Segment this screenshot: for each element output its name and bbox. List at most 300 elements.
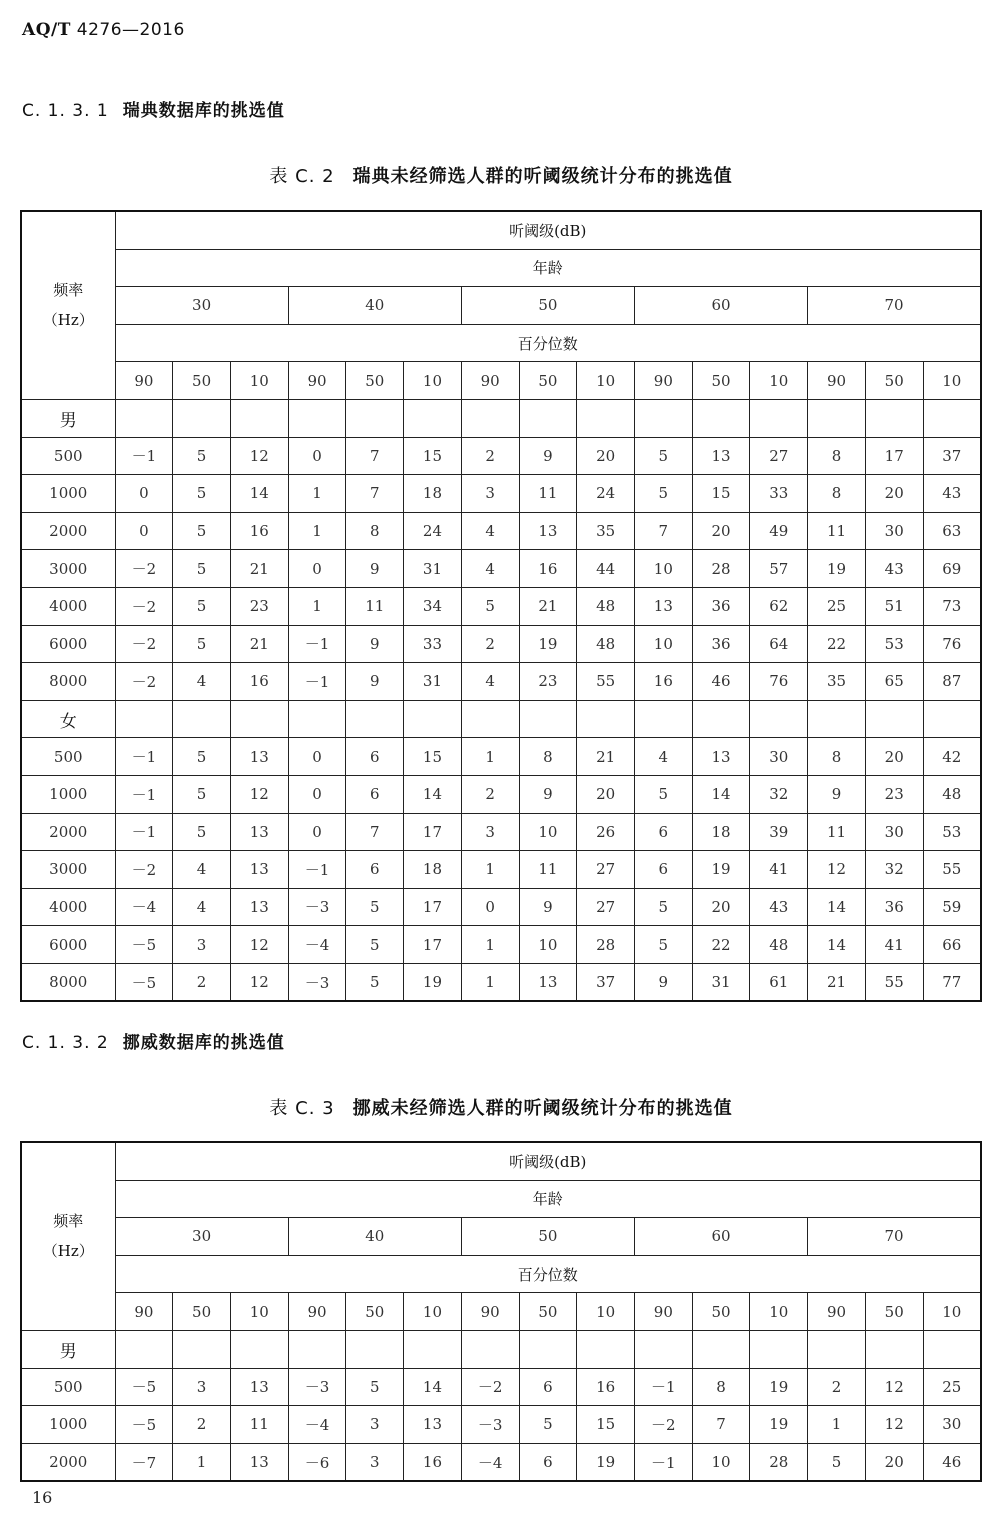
value-cell: 15: [692, 475, 750, 513]
value-cell: 41: [750, 851, 808, 889]
value-cell: 48: [923, 775, 981, 813]
value-cell: 30: [923, 1406, 981, 1444]
age-header: 年龄: [115, 1180, 981, 1218]
empty-cell: [173, 700, 231, 738]
value-cell: 59: [923, 888, 981, 926]
empty-cell: [923, 1330, 981, 1368]
empty-cell: [115, 399, 173, 437]
value-cell: －1: [115, 813, 173, 851]
empty-cell: [692, 700, 750, 738]
value-cell: 10: [634, 550, 692, 588]
value-cell: －2: [115, 625, 173, 663]
section-heading-2: [22, 1028, 285, 1053]
value-cell: 12: [865, 1406, 923, 1444]
hearing-table-sweden: [20, 210, 982, 1002]
value-cell: －2: [634, 1406, 692, 1444]
value-cell: 9: [346, 663, 404, 701]
value-cell: －1: [288, 625, 346, 663]
value-cell: 15: [577, 1406, 635, 1444]
value-cell: 34: [404, 587, 462, 625]
table-row: [21, 775, 981, 813]
value-cell: 19: [577, 1443, 635, 1481]
value-cell: 19: [808, 550, 866, 588]
value-cell: 16: [634, 663, 692, 701]
value-cell: －1: [115, 437, 173, 475]
value-cell: －4: [288, 1406, 346, 1444]
value-cell: 20: [865, 475, 923, 513]
percentile-value: 10: [923, 362, 981, 400]
value-cell: 4: [173, 888, 231, 926]
frequency-header: [21, 211, 115, 399]
percentile-header: 百分位数: [115, 324, 981, 362]
value-cell: －4: [115, 888, 173, 926]
frequency-cell: 4000: [21, 888, 115, 926]
sex-label: 女: [21, 700, 115, 738]
value-cell: 5: [461, 587, 519, 625]
value-cell: 6: [519, 1368, 577, 1406]
frequency-cell: 2000: [21, 1443, 115, 1481]
value-cell: 20: [577, 775, 635, 813]
value-cell: 48: [577, 587, 635, 625]
value-cell: 9: [634, 963, 692, 1001]
value-cell: 4: [461, 512, 519, 550]
empty-cell: [634, 1330, 692, 1368]
value-cell: 5: [634, 475, 692, 513]
value-cell: 19: [692, 851, 750, 889]
value-cell: 55: [923, 851, 981, 889]
table-caption-2: [0, 1094, 1002, 1120]
value-cell: 5: [173, 550, 231, 588]
empty-cell: [865, 399, 923, 437]
group-row: [21, 700, 981, 738]
table-row: [21, 550, 981, 588]
frequency-cell: 4000: [21, 587, 115, 625]
value-cell: 12: [230, 963, 288, 1001]
frequency-cell: 1000: [21, 475, 115, 513]
age-value: 60: [634, 287, 807, 325]
empty-cell: [865, 700, 923, 738]
value-cell: 12: [230, 926, 288, 964]
empty-cell: [750, 700, 808, 738]
table-row: [21, 475, 981, 513]
value-cell: 6: [346, 738, 404, 776]
table-row: [21, 663, 981, 701]
value-cell: 20: [692, 512, 750, 550]
value-cell: －1: [115, 775, 173, 813]
value-cell: 32: [865, 851, 923, 889]
value-cell: －3: [461, 1406, 519, 1444]
value-cell: 73: [923, 587, 981, 625]
percentile-value: 10: [404, 1293, 462, 1331]
empty-cell: [115, 700, 173, 738]
value-cell: 5: [519, 1406, 577, 1444]
value-cell: 18: [404, 475, 462, 513]
sex-label: 男: [21, 399, 115, 437]
section-title: 挪威数据库的挑选值: [122, 1033, 285, 1053]
table-row: [21, 625, 981, 663]
frequency-label: 频率: [53, 1212, 84, 1231]
value-cell: 6: [634, 813, 692, 851]
percentile-value: 10: [404, 362, 462, 400]
header-row-age-values: [21, 287, 981, 325]
table-caption-1: [0, 162, 1002, 188]
empty-cell: [519, 399, 577, 437]
value-cell: 30: [750, 738, 808, 776]
age-value: 40: [288, 1218, 461, 1256]
value-cell: 46: [923, 1443, 981, 1481]
value-cell: 43: [923, 475, 981, 513]
frequency-cell: 8000: [21, 663, 115, 701]
percentile-value: 90: [808, 1293, 866, 1331]
empty-cell: [173, 399, 231, 437]
table-title: 挪威未经筛选人群的听阈级统计分布的挑选值: [352, 1098, 733, 1119]
value-cell: 2: [173, 963, 231, 1001]
value-cell: 4: [173, 851, 231, 889]
percentile-value: 50: [346, 1293, 404, 1331]
percentile-value: 10: [750, 362, 808, 400]
value-cell: 5: [634, 775, 692, 813]
frequency-cell: 1000: [21, 775, 115, 813]
value-cell: 20: [577, 437, 635, 475]
age-header: 年龄: [115, 249, 981, 287]
value-cell: 7: [346, 437, 404, 475]
empty-cell: [230, 399, 288, 437]
value-cell: 21: [519, 587, 577, 625]
value-cell: 4: [461, 550, 519, 588]
value-cell: 33: [750, 475, 808, 513]
value-cell: 1: [461, 926, 519, 964]
percentile-value: 90: [288, 1293, 346, 1331]
table-row: [21, 963, 981, 1001]
standard-code-number: 4276—2016: [76, 20, 185, 40]
value-cell: 2: [461, 437, 519, 475]
value-cell: 17: [404, 813, 462, 851]
value-cell: 6: [519, 1443, 577, 1481]
value-cell: 36: [692, 587, 750, 625]
frequency-cell: 1000: [21, 1406, 115, 1444]
age-value: 30: [115, 1218, 288, 1256]
value-cell: 14: [230, 475, 288, 513]
empty-cell: [750, 399, 808, 437]
value-cell: 0: [288, 813, 346, 851]
empty-cell: [346, 399, 404, 437]
table-row: [21, 587, 981, 625]
value-cell: 10: [692, 1443, 750, 1481]
value-cell: 17: [404, 926, 462, 964]
frequency-unit: （Hz）: [42, 311, 94, 330]
header-row-hearing: [21, 211, 981, 249]
percentile-value: 90: [808, 362, 866, 400]
value-cell: 16: [519, 550, 577, 588]
frequency-label: 频率: [53, 281, 84, 300]
value-cell: 5: [346, 963, 404, 1001]
value-cell: 12: [865, 1368, 923, 1406]
value-cell: 5: [634, 926, 692, 964]
value-cell: 23: [230, 587, 288, 625]
value-cell: 43: [750, 888, 808, 926]
empty-cell: [577, 1330, 635, 1368]
value-cell: 8: [692, 1368, 750, 1406]
value-cell: 76: [923, 625, 981, 663]
empty-cell: [519, 1330, 577, 1368]
value-cell: 0: [461, 888, 519, 926]
value-cell: 37: [923, 437, 981, 475]
value-cell: 7: [346, 813, 404, 851]
value-cell: 35: [808, 663, 866, 701]
value-cell: 44: [577, 550, 635, 588]
value-cell: 22: [808, 625, 866, 663]
value-cell: 2: [461, 625, 519, 663]
table-number: 表 C. 2: [269, 166, 335, 187]
group-row: [21, 399, 981, 437]
empty-cell: [346, 1330, 404, 1368]
table-row: [21, 512, 981, 550]
frequency-cell: 2000: [21, 512, 115, 550]
empty-cell: [634, 399, 692, 437]
percentile-value: 10: [750, 1293, 808, 1331]
empty-cell: [577, 399, 635, 437]
empty-cell: [865, 1330, 923, 1368]
empty-cell: [923, 700, 981, 738]
value-cell: 27: [577, 851, 635, 889]
header-row-age: [21, 1180, 981, 1218]
value-cell: 48: [750, 926, 808, 964]
value-cell: 55: [577, 663, 635, 701]
value-cell: 43: [865, 550, 923, 588]
value-cell: 20: [865, 738, 923, 776]
value-cell: 69: [923, 550, 981, 588]
value-cell: 5: [808, 1443, 866, 1481]
age-value: 40: [288, 287, 461, 325]
value-cell: 13: [519, 512, 577, 550]
standard-code-prefix: AQ/T: [22, 20, 71, 40]
value-cell: 9: [519, 775, 577, 813]
value-cell: 3: [173, 1368, 231, 1406]
value-cell: 16: [577, 1368, 635, 1406]
value-cell: 55: [865, 963, 923, 1001]
empty-cell: [808, 399, 866, 437]
value-cell: 11: [346, 587, 404, 625]
value-cell: 1: [461, 738, 519, 776]
value-cell: 8: [519, 738, 577, 776]
value-cell: 5: [634, 888, 692, 926]
value-cell: 28: [692, 550, 750, 588]
value-cell: 1: [461, 851, 519, 889]
empty-cell: [288, 1330, 346, 1368]
value-cell: 87: [923, 663, 981, 701]
value-cell: －2: [115, 587, 173, 625]
value-cell: 6: [346, 851, 404, 889]
value-cell: 1: [808, 1406, 866, 1444]
value-cell: －6: [288, 1443, 346, 1481]
value-cell: －2: [461, 1368, 519, 1406]
value-cell: 33: [404, 625, 462, 663]
value-cell: －5: [115, 963, 173, 1001]
percentile-value: 90: [634, 1293, 692, 1331]
frequency-cell: 2000: [21, 813, 115, 851]
percentile-value: 10: [230, 1293, 288, 1331]
value-cell: 1: [173, 1443, 231, 1481]
value-cell: －1: [288, 663, 346, 701]
table-row: [21, 1368, 981, 1406]
value-cell: 35: [577, 512, 635, 550]
value-cell: 2: [173, 1406, 231, 1444]
table-row: [21, 437, 981, 475]
empty-cell: [346, 700, 404, 738]
table-row: [21, 888, 981, 926]
value-cell: 21: [808, 963, 866, 1001]
value-cell: 5: [173, 813, 231, 851]
value-cell: 27: [750, 437, 808, 475]
value-cell: 19: [519, 625, 577, 663]
hearing-table-norway: [20, 1141, 982, 1482]
section-title: 瑞典数据库的挑选值: [122, 101, 285, 121]
value-cell: 13: [230, 851, 288, 889]
empty-cell: [173, 1330, 231, 1368]
value-cell: 7: [634, 512, 692, 550]
value-cell: 16: [230, 663, 288, 701]
value-cell: 23: [865, 775, 923, 813]
standard-code: [22, 20, 185, 40]
empty-cell: [519, 700, 577, 738]
value-cell: －2: [115, 550, 173, 588]
value-cell: 61: [750, 963, 808, 1001]
table-row: [21, 738, 981, 776]
header-row-percentile-values: [21, 1293, 981, 1331]
table-row: [21, 926, 981, 964]
empty-cell: [288, 700, 346, 738]
value-cell: 62: [750, 587, 808, 625]
value-cell: 31: [404, 550, 462, 588]
value-cell: 66: [923, 926, 981, 964]
age-value: 30: [115, 287, 288, 325]
value-cell: －1: [115, 738, 173, 776]
value-cell: 32: [750, 775, 808, 813]
value-cell: 0: [115, 475, 173, 513]
value-cell: 30: [865, 813, 923, 851]
value-cell: 27: [577, 888, 635, 926]
value-cell: 21: [230, 625, 288, 663]
value-cell: 4: [634, 738, 692, 776]
value-cell: 13: [230, 813, 288, 851]
empty-cell: [461, 399, 519, 437]
frequency-cell: 8000: [21, 963, 115, 1001]
value-cell: －3: [288, 888, 346, 926]
value-cell: 13: [692, 738, 750, 776]
percentile-value: 50: [173, 1293, 231, 1331]
value-cell: 11: [230, 1406, 288, 1444]
value-cell: 13: [230, 738, 288, 776]
sex-label: 男: [21, 1330, 115, 1368]
value-cell: 17: [404, 888, 462, 926]
value-cell: 19: [404, 963, 462, 1001]
value-cell: －2: [115, 663, 173, 701]
value-cell: 8: [346, 512, 404, 550]
value-cell: 2: [808, 1368, 866, 1406]
table-title: 瑞典未经筛选人群的听阈级统计分布的挑选值: [352, 166, 733, 187]
empty-cell: [808, 1330, 866, 1368]
percentile-value: 90: [461, 1293, 519, 1331]
header-row-hearing: [21, 1142, 981, 1180]
value-cell: 51: [865, 587, 923, 625]
value-cell: 3: [461, 813, 519, 851]
value-cell: 31: [404, 663, 462, 701]
value-cell: 65: [865, 663, 923, 701]
value-cell: 36: [865, 888, 923, 926]
value-cell: 12: [230, 437, 288, 475]
value-cell: 25: [808, 587, 866, 625]
value-cell: 8: [808, 738, 866, 776]
value-cell: 13: [634, 587, 692, 625]
section-number: C. 1. 3. 1: [22, 101, 109, 121]
value-cell: 42: [923, 738, 981, 776]
group-row: [21, 1330, 981, 1368]
percentile-value: 50: [865, 1293, 923, 1331]
value-cell: 7: [692, 1406, 750, 1444]
value-cell: －5: [115, 926, 173, 964]
percentile-header: 百分位数: [115, 1255, 981, 1293]
value-cell: 64: [750, 625, 808, 663]
value-cell: 3: [461, 475, 519, 513]
empty-cell: [461, 700, 519, 738]
value-cell: 5: [173, 475, 231, 513]
value-cell: 22: [692, 926, 750, 964]
table-row: [21, 851, 981, 889]
value-cell: 0: [288, 775, 346, 813]
value-cell: 24: [404, 512, 462, 550]
percentile-value: 10: [577, 1293, 635, 1331]
value-cell: 6: [634, 851, 692, 889]
percentile-value: 90: [115, 1293, 173, 1331]
value-cell: 21: [577, 738, 635, 776]
value-cell: 48: [577, 625, 635, 663]
empty-cell: [288, 399, 346, 437]
header-row-percentile: [21, 324, 981, 362]
value-cell: 7: [346, 475, 404, 513]
percentile-value: 50: [519, 1293, 577, 1331]
value-cell: 12: [230, 775, 288, 813]
value-cell: 31: [692, 963, 750, 1001]
empty-cell: [404, 700, 462, 738]
empty-cell: [404, 399, 462, 437]
value-cell: 63: [923, 512, 981, 550]
value-cell: 11: [519, 851, 577, 889]
percentile-value: 90: [288, 362, 346, 400]
table-row: [21, 1443, 981, 1481]
value-cell: 5: [346, 888, 404, 926]
value-cell: 53: [923, 813, 981, 851]
value-cell: 0: [288, 437, 346, 475]
value-cell: 13: [692, 437, 750, 475]
empty-cell: [115, 1330, 173, 1368]
value-cell: 5: [173, 437, 231, 475]
value-cell: 13: [230, 888, 288, 926]
value-cell: －3: [288, 963, 346, 1001]
value-cell: 11: [808, 512, 866, 550]
value-cell: 10: [519, 926, 577, 964]
value-cell: 76: [750, 663, 808, 701]
value-cell: 11: [519, 475, 577, 513]
value-cell: 8: [808, 437, 866, 475]
value-cell: 13: [519, 963, 577, 1001]
value-cell: －7: [115, 1443, 173, 1481]
value-cell: 9: [346, 625, 404, 663]
frequency-unit: （Hz）: [42, 1242, 94, 1261]
age-value: 70: [808, 287, 981, 325]
empty-cell: [634, 700, 692, 738]
value-cell: 4: [461, 663, 519, 701]
section-number: C. 1. 3. 2: [22, 1033, 109, 1053]
